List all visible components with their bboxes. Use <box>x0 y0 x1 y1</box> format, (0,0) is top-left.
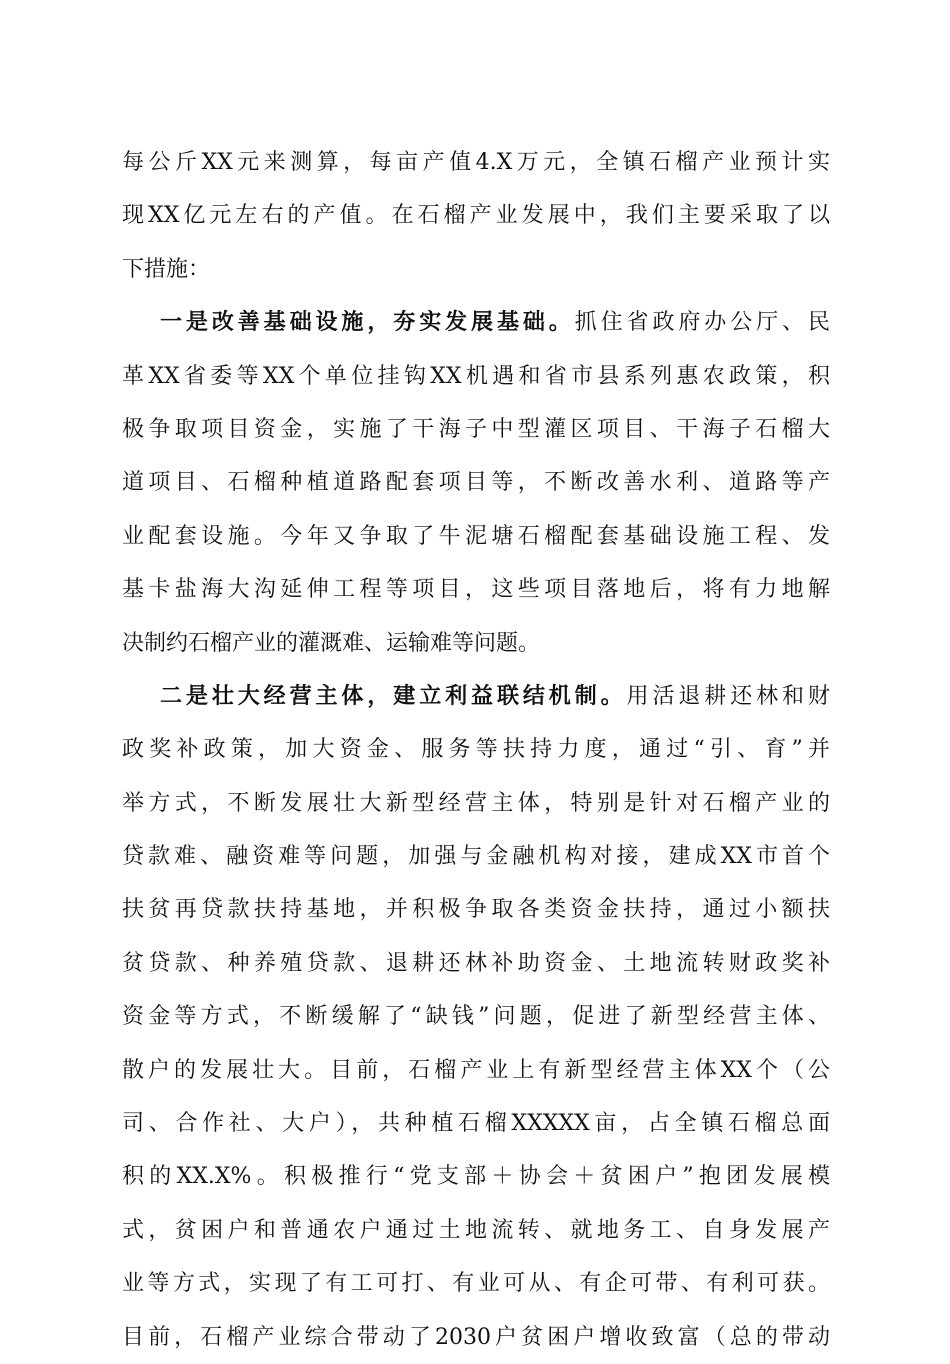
text-line: 现XX亿元左右的产值。在石榴产业发展中，我们主要采取了以 <box>122 203 830 229</box>
text-line: 基卡盐海大沟延伸工程等项目，这些项目落地后，将有力地解 <box>122 577 830 603</box>
text-line: 贷款难、融资难等问题，加强与金融机构对接，建成XX市首个 <box>122 844 830 870</box>
paragraph-heading: 一是改善基础设施，夯实发展基础。 <box>160 309 575 336</box>
text-line: 目前，石榴产业综合带动了2030户贫困户增收致富（总的带动 <box>122 1324 830 1350</box>
paragraph-heading-line: 一是改善基础设施，夯实发展基础。抓住省政府办公厅、民 <box>160 309 830 336</box>
text-line: 举方式，不断发展壮大新型经营主体，特别是针对石榴产业的 <box>122 790 830 816</box>
text-line: 司、合作社、大户），共种植石榴XXXXX亩，占全镇石榴总面 <box>122 1111 830 1137</box>
paragraph-heading-line: 二是壮大经营主体，建立利益联结机制。用活退耕还林和财 <box>160 682 830 709</box>
text-line: 业配套设施。今年又争取了牛泥塘石榴配套基础设施工程、发 <box>122 523 830 549</box>
text-line: 下措施： <box>122 256 211 282</box>
body-text <box>122 136 830 1364</box>
text-line: 散户的发展壮大。目前，石榴产业上有新型经营主体XX个（公 <box>122 1057 830 1083</box>
text-line: 决制约石榴产业的灌溉难、运输难等问题。 <box>122 630 541 656</box>
text-line: 革XX省委等XX个单位挂钩XX机遇和省市县系列惠农政策，积 <box>122 363 830 389</box>
text-line: 每公斤XX元来测算，每亩产值4.X万元，全镇石榴产业预计实 <box>122 150 830 175</box>
text-line: 贫贷款、种养殖贷款、退耕还林补助资金、土地流转财政奖补 <box>122 950 830 976</box>
text-line: 极争取项目资金，实施了干海子中型灌区项目、干海子石榴大 <box>122 416 830 442</box>
text-line: 式，贫困户和普通农户通过土地流转、就地务工、自身发展产 <box>122 1217 830 1243</box>
paragraph-heading: 二是壮大经营主体，建立利益联结机制。 <box>160 682 627 709</box>
text-line: 道项目、石榴种植道路配套项目等，不断改善水利、道路等产 <box>122 470 830 496</box>
text-line: 资金等方式，不断缓解了“缺钱”问题，促进了新型经营主体、 <box>122 1004 830 1030</box>
text-line: 政奖补政策，加大资金、服务等扶持力度，通过“引、育”并 <box>122 737 830 763</box>
text-line: 业等方式，实现了有工可打、有业可从、有企可带、有利可获。 <box>122 1271 830 1297</box>
text-line: 扶贫再贷款扶持基地，并积极争取各类资金扶持，通过小额扶 <box>122 897 830 923</box>
text-line: 积的XX.X%。积极推行“党支部＋协会＋贫困户”抱团发展模 <box>122 1164 830 1190</box>
